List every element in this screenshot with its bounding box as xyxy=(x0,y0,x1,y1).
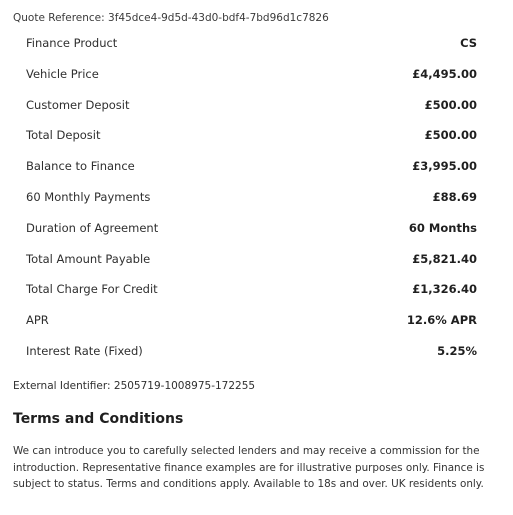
row-value: £5,821.40 xyxy=(412,251,477,266)
row-value: 12.6% APR xyxy=(406,313,477,328)
row-value: CS xyxy=(460,36,477,50)
row-total-charge-for-credit xyxy=(0,274,513,305)
external-identifier: External Identifier: 2505719-1008975-172255 xyxy=(13,380,256,392)
finance-summary-table xyxy=(0,28,513,367)
row-value: £4,495.00 xyxy=(412,66,477,81)
row-value: 5.25% xyxy=(437,343,477,358)
row-label: Balance to Finance xyxy=(26,159,135,174)
row-value: £500.00 xyxy=(424,128,477,143)
row-label: Total Charge For Credit xyxy=(26,282,158,297)
row-value: £1,326.40 xyxy=(412,282,477,297)
row-value: 60 Months xyxy=(408,220,477,235)
row-vehicle-price xyxy=(0,59,513,90)
row-label: 60 Monthly Payments xyxy=(26,189,151,204)
row-label: Finance Product xyxy=(26,36,118,50)
row-label: APR xyxy=(26,313,49,328)
terms-body: We can introduce you to carefully selected lenders and may receive a commission for the introduction. Representative finance examples are for illustrative purposes only. Finance is subject to status. Terms and conditions apply. Available to 18s and over. UK residents only. xyxy=(13,445,485,490)
row-label: Vehicle Price xyxy=(26,66,99,81)
row-value: £88.69 xyxy=(432,189,477,204)
row-apr xyxy=(0,305,513,336)
row-label: Total Amount Payable xyxy=(26,251,151,266)
terms-heading: Terms and Conditions xyxy=(13,411,184,427)
row-label: Customer Deposit xyxy=(26,97,130,112)
row-total-deposit xyxy=(0,120,513,151)
row-label: Total Deposit xyxy=(26,128,101,143)
row-value: £500.00 xyxy=(424,97,477,112)
quote-reference: Quote Reference: 3f45dce4-9d5d-43d0-bdf4-7bd96d1c7826 xyxy=(13,12,329,24)
row-finance-product xyxy=(0,28,513,59)
row-label: Interest Rate (Fixed) xyxy=(26,343,143,358)
row-duration xyxy=(0,213,513,244)
row-value: £3,995.00 xyxy=(412,159,477,174)
row-total-amount-payable xyxy=(0,244,513,275)
row-monthly-payments xyxy=(0,182,513,213)
row-customer-deposit xyxy=(0,90,513,121)
row-interest-rate xyxy=(0,336,513,367)
row-label: Duration of Agreement xyxy=(26,220,159,235)
row-balance-to-finance xyxy=(0,151,513,182)
